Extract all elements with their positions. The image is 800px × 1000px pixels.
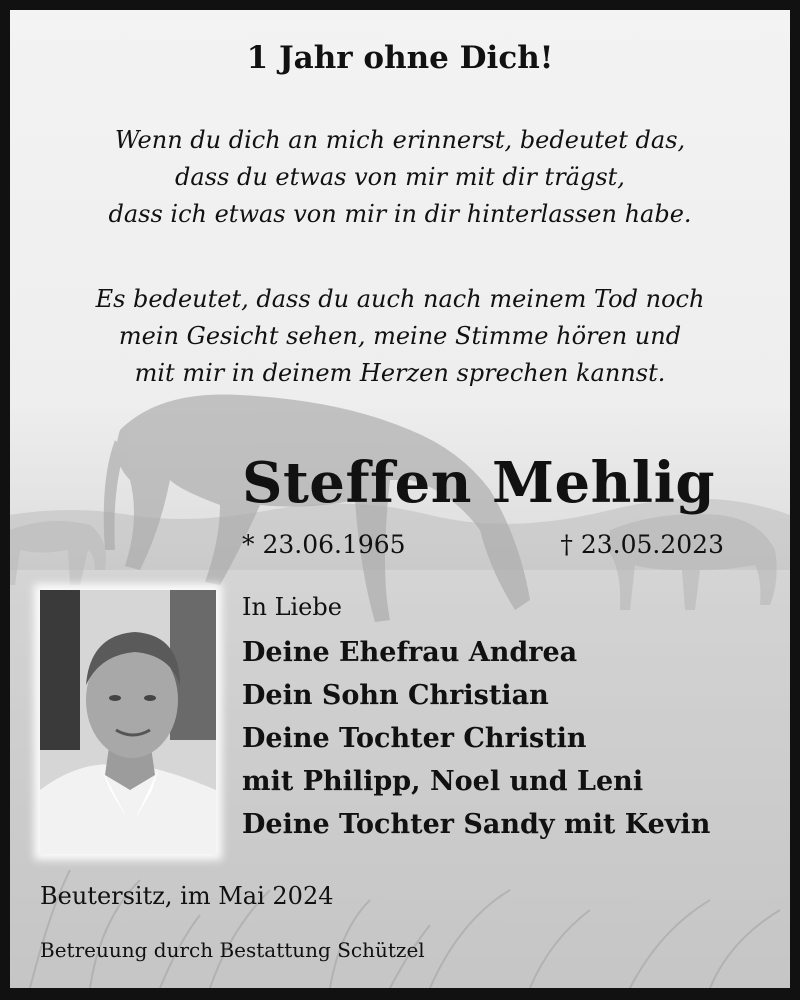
portrait-photo [40,590,216,854]
verse-line: mit mir in deinem Herzen sprechen kannst. [134,359,666,387]
obituary-heading: 1 Jahr ohne Dich! [246,40,554,76]
mourner-line: mit Philipp, Noel und Leni [242,766,644,797]
verse-line: dass ich etwas von mir in dir hinterlassen habe. [108,200,692,228]
mourner-line: Dein Sohn Christian [242,680,549,711]
verse-line: Wenn du dich an mich erinnerst, bedeutet das, [114,126,686,154]
undertaker-note: Betreuung durch Bestattung Schützel [40,938,425,962]
deceased-name: Steffen Mehlig [242,450,715,516]
death-date: † 23.05.2023 [560,530,724,559]
verse-stanza-2 [10,281,790,392]
place-and-date: Beutersitz, im Mai 2024 [40,882,334,910]
verse-stanza-1 [10,122,790,233]
verse-line: mein Gesicht sehen, meine Stimme hören und [118,322,682,350]
birth-date: * 23.06.1965 [242,530,406,559]
verse-line: Es bedeutet, dass du auch nach meinem Tod noch [95,285,705,313]
obituary-card [10,10,790,988]
mourner-line: Deine Tochter Sandy mit Kevin [242,809,711,840]
verse-line: dass du etwas von mir mit dir trägst, [175,163,625,191]
mourner-line: Deine Ehefrau Andrea [242,637,578,668]
mourners-intro: In Liebe [242,593,342,621]
mourner-line: Deine Tochter Christin [242,723,587,754]
